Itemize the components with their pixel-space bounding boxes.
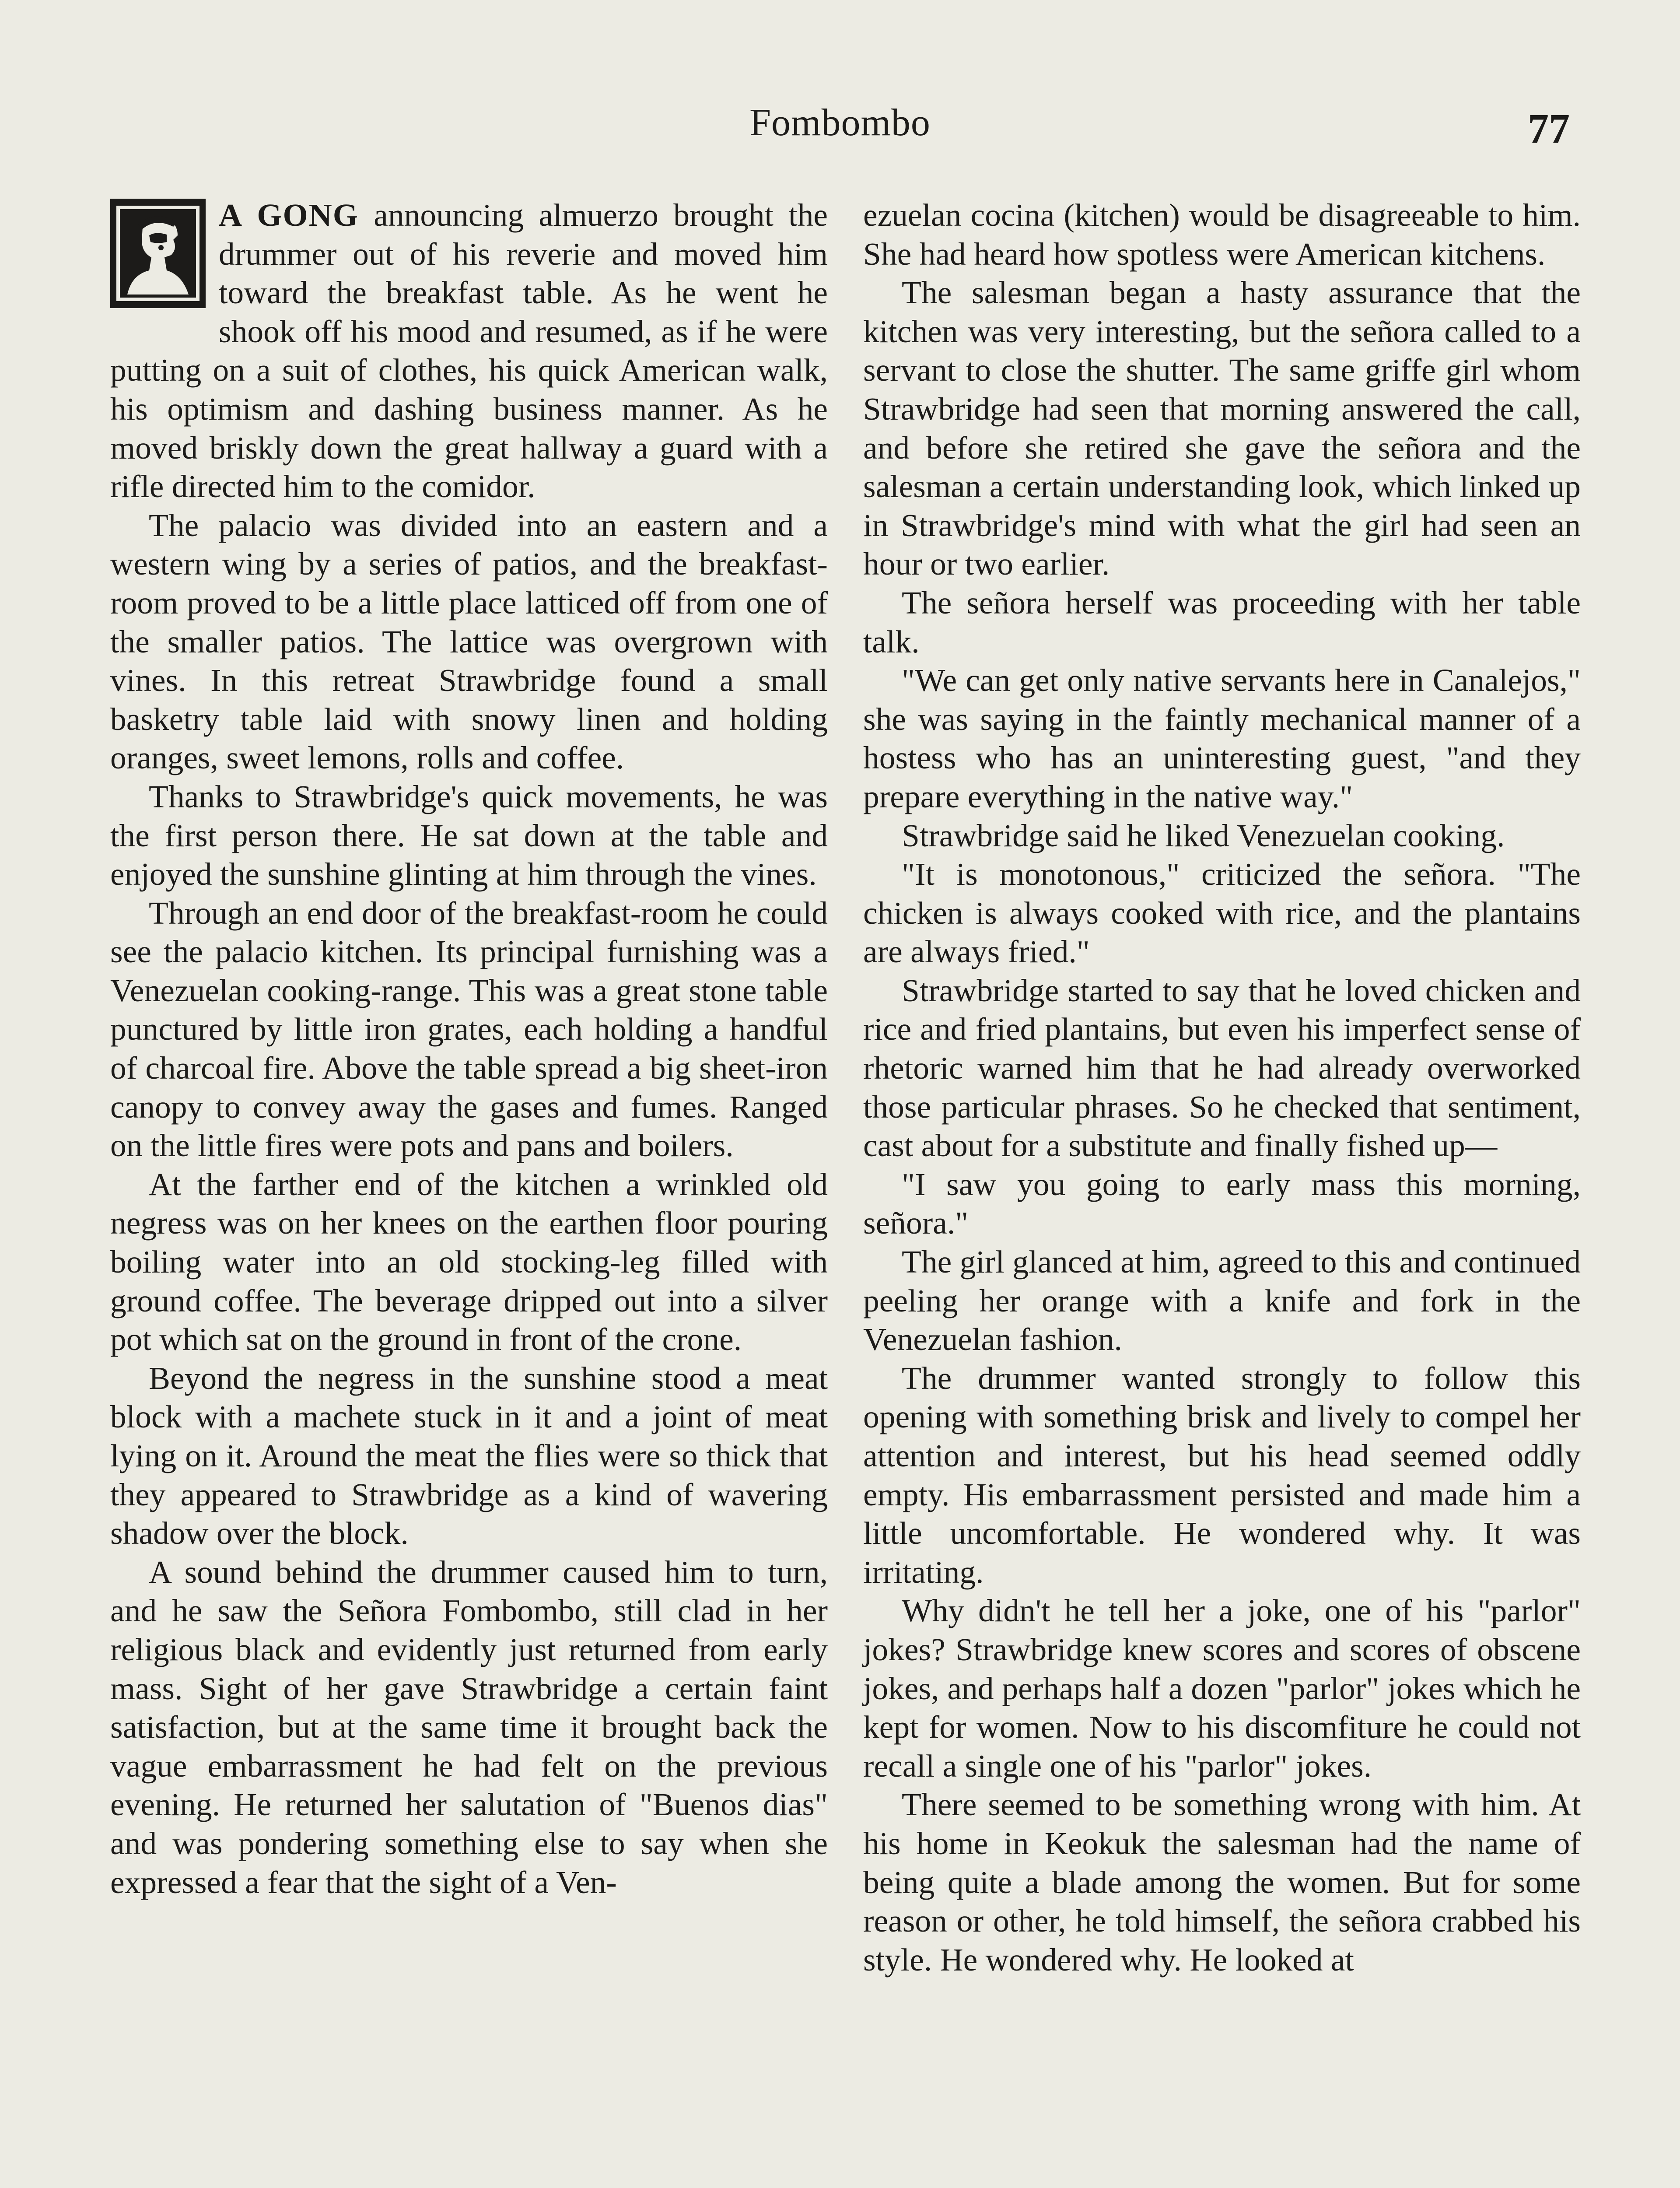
paragraph-18: Why didn't he tell her a joke, one of his "parlor" jokes? Strawbridge knew scores and scores of obscene jokes, and perhaps half a dozen "parlor" jokes which he kept for women. Now to his discomfiture he could not recall a single one of his "parlor" jokes.	[863, 1593, 1581, 1784]
lead-word: A GONG	[219, 197, 359, 233]
left-column	[110, 196, 828, 1902]
paragraph-15: "I saw you going to early mass this morning, señora."	[863, 1166, 1581, 1241]
paragraph-9: The salesman began a hasty assurance that the kitchen was very interesting, but the señora called to a servant to close the shutter. The same griffe girl whom Strawbridge had seen that morning answered the call, and before she retired she gave the señora and the salesman a certain understanding look, which linked up in Strawbridge's mind with what the girl had seen an hour or two earlier.	[863, 275, 1581, 582]
paragraph-11: "We can get only native servants here in Canalejos," she was saying in the faintly mechanical manner of a hostess who has an uninteresting guest, "and they prepare everything in the native way."	[863, 663, 1581, 814]
drop-cap-figure-icon	[112, 200, 204, 306]
paragraph-7: A sound behind the drummer caused him to turn, and he saw the Señora Fombombo, still clad in her religious black and evidently just returned from early mass. Sight of her gave Strawbridge a certain faint satisfaction, but at the same time it brought back the vague embarrassment he had felt on the previous evening. He returned her salutation of "Buenos dias" and was pondering something else to say when she expressed a fear that the sight of a Ven-	[110, 1554, 828, 1900]
paragraph-12: Strawbridge said he liked Venezuelan cooking.	[902, 817, 1505, 853]
paragraph-19: There seemed to be something wrong with him. At his home in Keokuk the salesman had the name of being quite a blade among the women. But for some reason or other, he told himself, the señora crabbed his style. He wondered why. He looked at	[863, 1787, 1581, 1978]
drop-cap-illustration	[110, 199, 206, 312]
paragraph-4: Through an end door of the breakfast-room he could see the palacio kitchen. Its principal furnishing was a Venezuelan cooking-range. This was a great stone table punctured by little iron grates, each holding a handful of charcoal fire. Above the table spread a big sheet-iron canopy to convey away the gases and fumes. Ranged on the little fires were pots and pans and boilers.	[110, 895, 828, 1164]
paragraph-13: "It is monotonous," criticized the señora. "The chicken is always cooked with rice, and the plantains are always fried."	[863, 856, 1581, 970]
paragraph-6: Beyond the negress in the sunshine stood a meat block with a machete stuck in it and a joint of meat lying on it. Around the meat the flies were so thick that they appeared to Strawbridge as a kind of wavering shadow over the block.	[110, 1360, 828, 1551]
paragraph-8: ezuelan cocina (kitchen) would be disagreeable to him. She had heard how spotless were American kitchens.	[863, 197, 1581, 272]
page-number: 77	[1528, 105, 1570, 152]
page-title: Fombombo	[749, 102, 931, 144]
paragraph-3: Thanks to Strawbridge's quick movements, he was the first person there. He sat down at the table and enjoyed the sunshine glinting at him through the vines.	[110, 778, 828, 892]
paragraph-1-text: announcing almuerzo brought the drummer out of his reverie and moved him toward the breakfast table. As he went he shook off his mood and resumed, as if he were putting on a suit of clothes, his quick American walk, his optimism and dashing business manner. As he moved briskly down the great hallway a guard with a rifle directed him to the comidor.	[110, 197, 828, 505]
paragraph-14: Strawbridge started to say that he loved chicken and rice and fried plantains, but even his imperfect sense of rhetoric warned him that he had already overworked those particular phrases. So he checked that sentiment, cast about for a substitute and finally fished up—	[863, 972, 1581, 1164]
paragraph-1	[110, 196, 828, 506]
paragraph-17: The drummer wanted strongly to follow this opening with something brisk and lively to compel her attention and interest, but his head seemed oddly empty. His embarrassment persisted and made him a little uncomfortable. He wondered why. It was irritating.	[863, 1360, 1581, 1590]
paragraph-2: The palacio was divided into an eastern and a western wing by a series of patios, and the breakfast-room proved to be a little place latticed off from one of the smaller patios. The lattice was overgrown with vines. In this retreat Strawbridge found a small basketry table laid with snowy linen and holding oranges, sweet lemons, rolls and coffee.	[110, 507, 828, 776]
paragraph-10: The señora herself was proceeding with her table talk.	[863, 585, 1581, 659]
right-column	[863, 196, 1581, 1979]
paragraph-16: The girl glanced at him, agreed to this and continued peeling her orange with a knife and fork in the Venezuelan fashion.	[863, 1244, 1581, 1357]
paragraph-5: At the farther end of the kitchen a wrinkled old negress was on her knees on the earthen floor pouring boiling water into an old stocking-leg filled with ground coffee. The beverage dripped out into a silver pot which sat on the ground in front of the crone.	[110, 1166, 828, 1357]
